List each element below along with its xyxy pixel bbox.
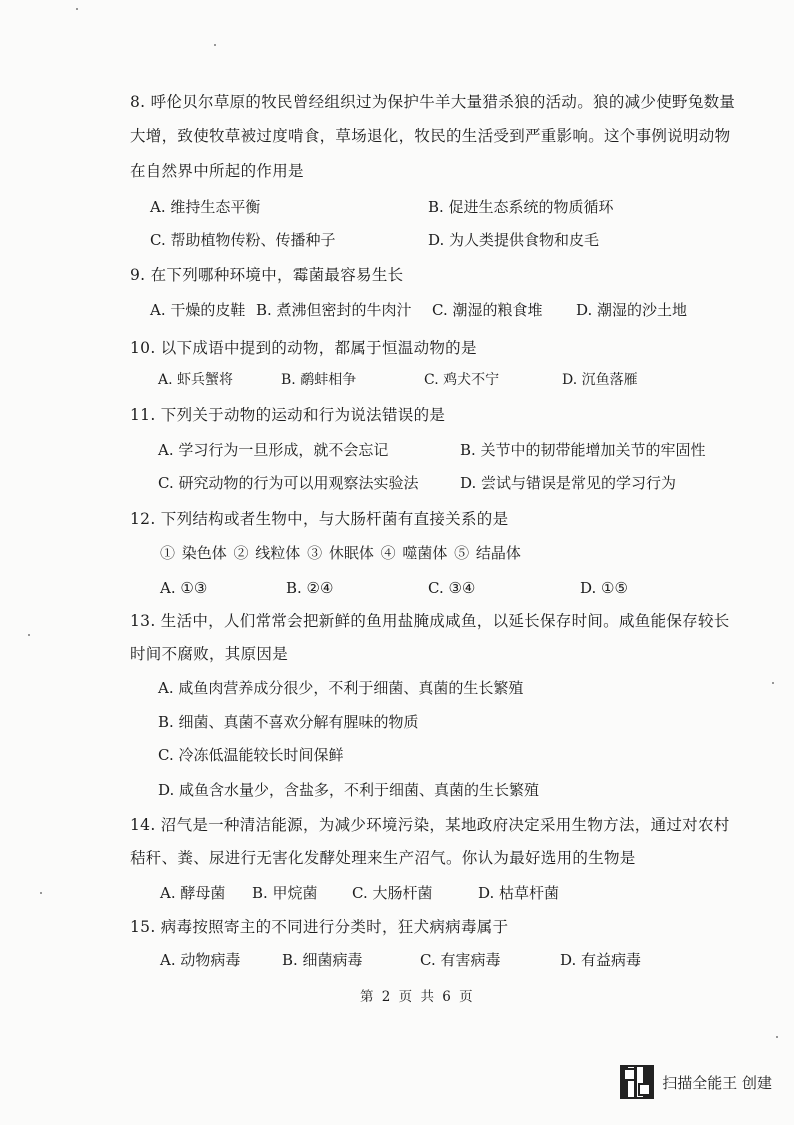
question-15-option-d: D. 有益病毒 <box>560 951 642 969</box>
question-12-option-d: D. ①⑤ <box>580 579 628 597</box>
question-8-option-d: D. 为人类提供食物和皮毛 <box>428 231 600 249</box>
scan-speck <box>776 1036 778 1038</box>
question-10-option-b: B. 鹬蚌相争 <box>281 372 357 388</box>
question-13-line-1: 13. 生活中，人们常常会把新鲜的鱼用盐腌成咸鱼，以延长保存时间。咸鱼能保存较长 <box>130 612 730 630</box>
question-8-line-3: 在自然界中所起的作用是 <box>130 162 304 180</box>
question-15-option-a: A. 动物病毒 <box>160 951 241 969</box>
question-9-option-d: D. 潮湿的沙土地 <box>576 301 688 319</box>
question-8-option-c: C. 帮助植物传粉、传播种子 <box>150 231 336 249</box>
question-10-option-d: D. 沉鱼落雁 <box>562 372 638 388</box>
question-13-line-2: 时间不腐败，其原因是 <box>130 645 289 663</box>
question-11-option-b: B. 关节中的韧带能增加关节的牢固性 <box>460 441 706 459</box>
question-13-option-b: B. 细菌、真菌不喜欢分解有腥味的物质 <box>158 713 419 731</box>
question-9-option-a: A. 干燥的皮鞋 <box>150 301 246 319</box>
question-14-option-c: C. 大肠杆菌 <box>352 884 433 902</box>
question-9-option-b: B. 煮沸但密封的牛肉汁 <box>256 301 412 319</box>
question-14-option-b: B. 甲烷菌 <box>252 884 318 902</box>
question-13-option-c: C. 冷冻低温能较长时间保鲜 <box>158 746 344 764</box>
question-11-option-a: A. 学习行为一旦形成，就不会忘记 <box>158 441 389 459</box>
question-14-option-d: D. 枯草杆菌 <box>478 884 560 902</box>
question-15-option-c: C. 有害病毒 <box>420 951 501 969</box>
scan-speck <box>76 8 78 10</box>
question-9-option-c: C. 潮湿的粮食堆 <box>432 301 543 319</box>
question-8-option-a: A. 维持生态平衡 <box>150 198 261 216</box>
question-8-line-1: 8. 呼伦贝尔草原的牧民曾经组织过为保护牛羊大量猎杀狼的活动。狼的减少使野兔数量 <box>130 93 736 111</box>
question-13-option-d: D. 咸鱼含水量少，含盐多，不利于细菌、真菌的生长繁殖 <box>158 781 540 799</box>
question-11-option-c: C. 研究动物的行为可以用观察法实验法 <box>158 474 419 492</box>
page-number: 第 2 页 共 6 页 <box>360 989 475 1005</box>
question-14-line-1: 14. 沼气是一种清洁能源，为减少环境污染，某地政府决定采用生物方法，通过对农村 <box>130 816 730 834</box>
question-15-option-b: B. 细菌病毒 <box>282 951 363 969</box>
question-9-stem: 9. 在下列哪种环境中，霉菌最容易生长 <box>130 266 404 284</box>
question-12-items: ① 染色体 ② 线粒体 ③ 休眠体 ④ 噬菌体 ⑤ 结晶体 <box>160 544 521 562</box>
scanner-watermark <box>620 1065 772 1099</box>
question-8-option-b: B. 促进生态系统的物质循环 <box>428 198 614 216</box>
question-14-line-2: 秸秆、粪、尿进行无害化发酵处理来生产沼气。你认为最好选用的生物是 <box>130 849 636 867</box>
question-8-line-2: 大增，致使牧草被过度啃食，草场退化，牧民的生活受到严重影响。这个事例说明动物 <box>130 127 731 145</box>
question-11-stem: 11. 下列关于动物的运动和行为说法错误的是 <box>130 406 446 424</box>
question-11-option-d: D. 尝试与错误是常见的学习行为 <box>460 474 677 492</box>
question-15-stem: 15. 病毒按照寄主的不同进行分类时，狂犬病病毒属于 <box>130 918 509 936</box>
watermark-text: 扫描全能王 创建 <box>662 1073 772 1092</box>
scan-speck <box>28 634 30 636</box>
question-12-stem: 12. 下列结构或者生物中，与大肠杆菌有直接关系的是 <box>130 510 509 528</box>
question-14-option-a: A. 酵母菌 <box>160 884 226 902</box>
scan-speck <box>40 892 42 894</box>
question-10-option-a: A. 虾兵蟹将 <box>158 372 234 388</box>
question-10-stem: 10. 以下成语中提到的动物，都属于恒温动物的是 <box>130 339 477 357</box>
question-12-option-c: C. ③④ <box>428 579 476 597</box>
question-10-option-c: C. 鸡犬不宁 <box>424 372 500 388</box>
question-13-option-a: A. 咸鱼肉营养成分很少，不利于细菌、真菌的生长繁殖 <box>158 679 524 697</box>
question-12-option-a: A. ①③ <box>160 579 208 597</box>
scan-speck <box>214 44 216 46</box>
scan-speck <box>772 682 774 684</box>
qr-code-icon <box>620 1065 654 1099</box>
question-12-option-b: B. ②④ <box>286 579 334 597</box>
